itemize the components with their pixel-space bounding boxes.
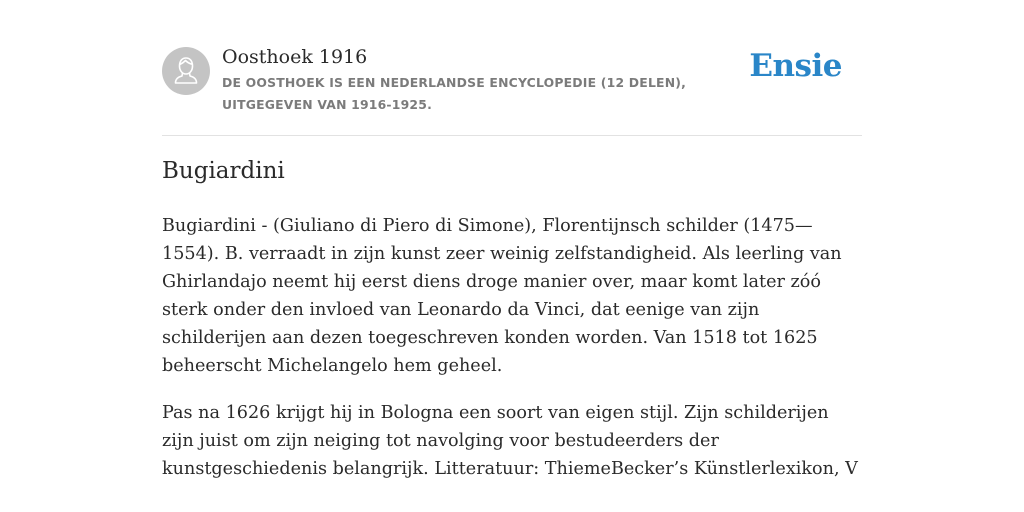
article-paragraph: Pas na 1626 krijgt hij in Bologna een soort van eigen stijl. Zijn schilderijen zijn juist om zijn neiging tot navolging voor bestudeerders der kunstgeschiedenis belangrijk. Litteratuur: ThiemeBecker’s Künstlerlexikon, V — [162, 403, 858, 479]
article-body — [162, 212, 862, 502]
source-description: DE OOSTHOEK IS EEN NEDERLANDSE ENCYCLOPEDIE (12 DELEN), UITGEGEVEN VAN 1916-1925. — [222, 75, 687, 112]
article-title: Bugiardini — [162, 158, 285, 184]
ensie-logo[interactable]: Ensie — [749, 48, 842, 84]
avatar[interactable] — [162, 47, 210, 95]
source-title[interactable]: Oosthoek 1916 — [222, 46, 368, 68]
source-header — [162, 44, 862, 136]
user-icon — [162, 47, 210, 95]
article-paragraph: Bugiardini - (Giuliano di Piero di Simone), Florentijnsch schilder (1475—1554). B. verraadt in zijn kunst zeer weinig zelfstandigheid. Als leerling van Ghirlandajo neemt hij eerst diens droge manier over, maar komt later zóó sterk onder den invloed van Leonardo da Vinci, dat eenige van zijn schilderijen aan dezen toegeschreven konden worden. Van 1518 tot 1625 beheerscht Michelangelo hem geheel. — [162, 216, 842, 376]
